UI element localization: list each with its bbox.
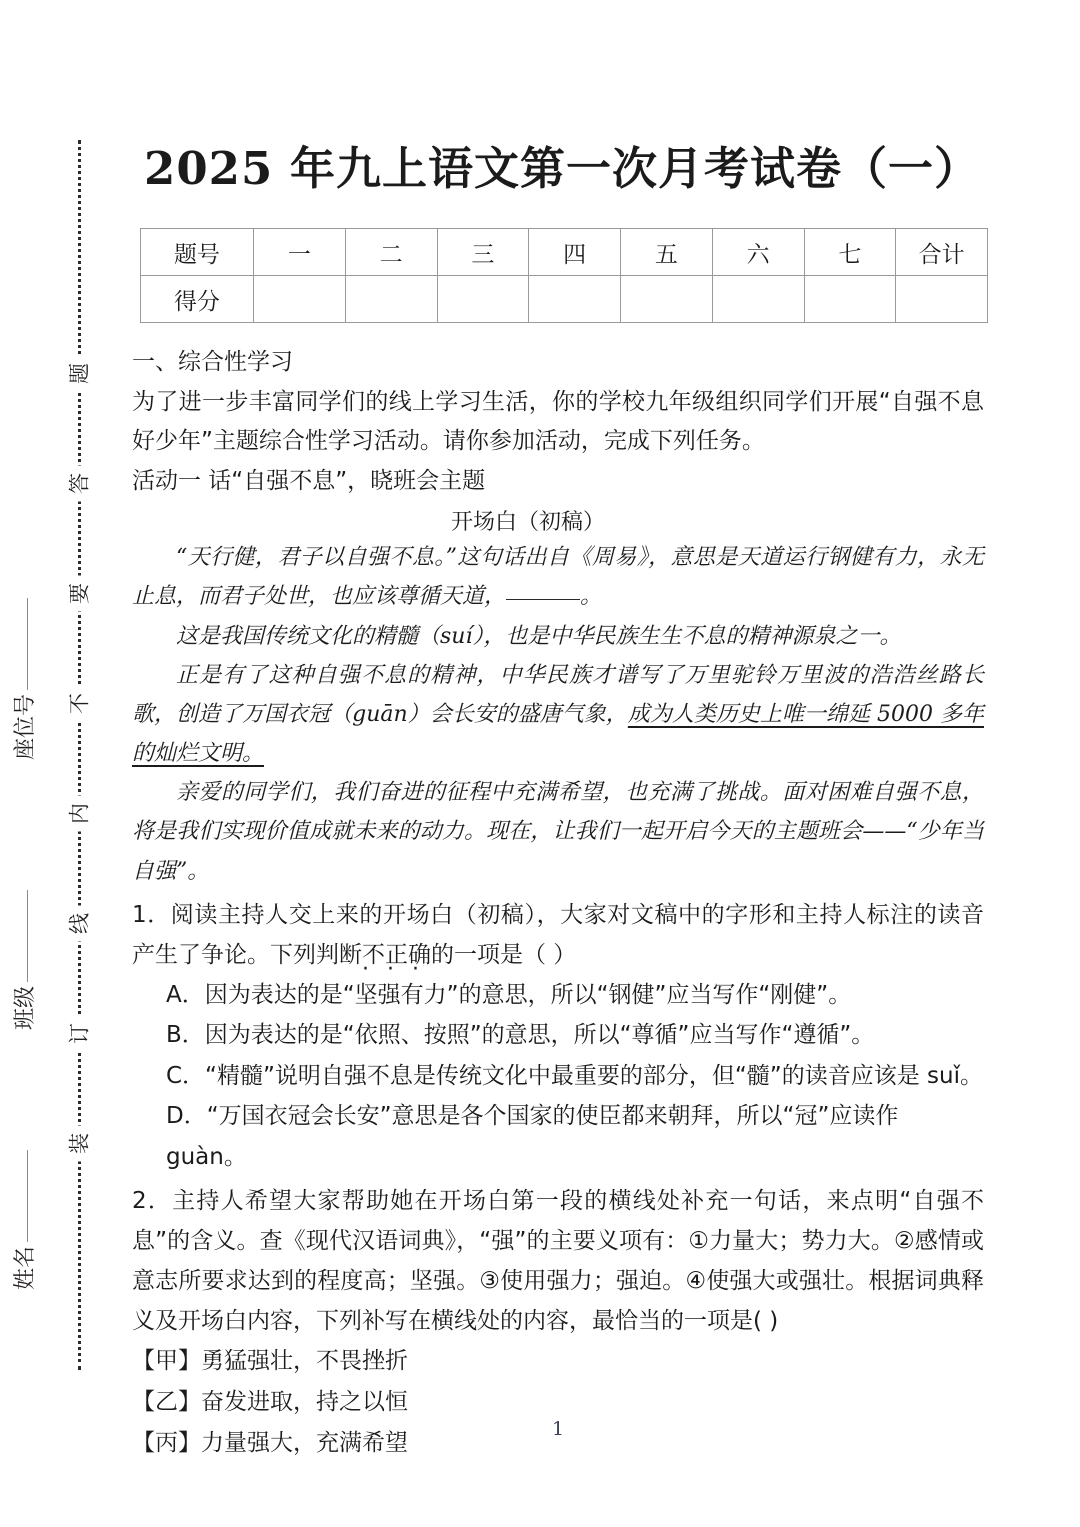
score-summary-table — [140, 228, 988, 323]
score-cell-q4: 四 — [529, 229, 621, 276]
score-input-q3[interactable] — [437, 276, 529, 323]
score-input-q2[interactable] — [345, 276, 437, 323]
score-row-label-0: 题号 — [141, 229, 254, 276]
question-2-choice-yi[interactable]: 【乙】奋发进取，持之以恒 — [132, 1389, 408, 1416]
score-input-q6[interactable] — [712, 276, 804, 323]
question-1-stem-part1: 1．阅读主持人交上来的开场白（初稿），大家对文稿中的字形和主持人标注的读音产生了争论。下列判断 — [132, 901, 984, 968]
activity-one-label: 活动一 话“自强不息”，晓班会主题 — [132, 467, 486, 494]
seal-field-class[interactable] — [8, 830, 39, 1030]
score-row-label-1: 得分 — [141, 276, 254, 323]
seal-char-3: 不 — [65, 686, 96, 722]
seal-char-6: 订 — [65, 1016, 96, 1052]
speech-paragraph-3 — [132, 656, 984, 773]
section-intro-paragraph: 为了进一步丰富同学们的线上学习生活，你的学校九年级组织同学们开展“自强不息好少年”主题综合性学习活动。请你参加活动，完成下列任务。 — [132, 388, 984, 455]
speech-paragraph-1-tail: 。 — [580, 584, 603, 610]
binding-seal-strip — [0, 0, 132, 1527]
score-input-q5[interactable] — [621, 276, 713, 323]
score-cell-q3: 三 — [437, 229, 529, 276]
score-cell-q2: 二 — [345, 229, 437, 276]
seal-field-name-rule[interactable] — [27, 1150, 28, 1242]
seal-char-7: 装 — [65, 1126, 96, 1162]
score-input-q4[interactable] — [529, 276, 621, 323]
seal-dotted-line — [78, 140, 81, 1370]
speech-paragraph-4: 亲爱的同学们，我们奋进的征程中充满希望，也充满了挑战。面对困难自强不息，将是我们实现价值成就未来的动力。现在，让我们一起开启今天的主题班会——“少年当自强”。 — [132, 780, 984, 884]
seal-char-5: 线 — [65, 906, 96, 942]
speech-draft-title: 开场白（初稿） — [450, 510, 605, 536]
seal-field-name[interactable] — [8, 1090, 39, 1290]
speech-paragraph-3-text: 正是有了这种自强不息的精神，中华民族才谱写了万里驼铃万里波的浩浩丝路长歌，创造了万国衣冠（guān）会长安的盛唐气象， — [132, 662, 984, 727]
seal-field-seat-number[interactable] — [8, 560, 39, 760]
table-row-scores — [141, 276, 988, 323]
speech-paragraph-1-text: “天行健，君子以自强不息。”这句话出自《周易》，意思是天道运行钢健有力，永无止息，而君子处世，也应该尊循天道， — [132, 545, 984, 610]
page-number: 1 — [551, 1418, 565, 1440]
exam-paper-body — [132, 0, 1080, 1527]
seal-field-seat-number-label: 座位号 — [13, 693, 38, 760]
question-1-option-c[interactable]: C．“精髓”说明自强不息是传统文化中最重要的部分，但“髓”的读音应该是 suǐ。 — [166, 1062, 983, 1089]
score-cell-q1: 一 — [254, 229, 346, 276]
seal-field-seat-number-rule[interactable] — [27, 598, 28, 690]
score-cell-q7: 七 — [804, 229, 896, 276]
question-1-emphasis: 不正确 ··· — [362, 942, 431, 968]
score-input-q7[interactable] — [804, 276, 896, 323]
seal-char-4: 内 — [65, 796, 96, 832]
question-1-option-b[interactable]: B．因为表达的是“依照、按照”的意思，所以“尊循”应当写作“遵循”。 — [166, 1022, 875, 1049]
score-cell-q5: 五 — [621, 229, 713, 276]
question-1-option-a[interactable]: A．因为表达的是“坚强有力”的意思，所以“钢健”应当写作“刚健”。 — [166, 981, 852, 1008]
section-heading: 一、综合性学习 — [132, 349, 293, 375]
fill-in-blank-rule[interactable] — [506, 599, 580, 600]
speech-paragraph-2: 这是我国传统文化的精髓（suí），也是中华民族生生不息的精神源泉之一。 — [176, 623, 902, 649]
seal-char-1: 答 — [65, 466, 96, 502]
question-2-choice-jia[interactable]: 【甲】勇猛强壮，不畏挫折 — [132, 1348, 408, 1375]
question-1-stem-part2: 的一项是（ ） — [431, 941, 577, 968]
score-cell-q6: 六 — [712, 229, 804, 276]
question-1-stem — [132, 895, 984, 975]
seal-char-2: 要 — [65, 576, 96, 612]
seal-char-0: 题 — [65, 356, 96, 392]
exam-content — [132, 345, 984, 1464]
score-input-q1[interactable] — [254, 276, 346, 323]
question-2-stem: 2．主持人希望大家帮助她在开场白第一段的横线处补充一句话，来点明“自强不息”的含义。查《现代汉语词典》，“强”的主要义项有：①力量大；势力大。②感情或意志所要求达到的程度高；坚强。③使用强力；强迫。④使强大或强壮。根据词典释义及开场白内容，下列补写在横线处的内容，最恰当的一项是( ) — [132, 1188, 984, 1335]
seal-field-name-label: 姓名 — [13, 1245, 38, 1290]
question-2-choice-bing[interactable]: 【丙】力量强大，充满希望 — [132, 1430, 408, 1456]
table-row-question-numbers — [141, 229, 988, 276]
page-title: 2025 年九上语文第一次月考试卷（一） — [144, 142, 980, 195]
seal-field-class-rule[interactable] — [27, 890, 28, 982]
score-cell-total: 合计 — [896, 229, 988, 276]
seal-field-class-label: 班级 — [13, 985, 38, 1030]
score-input-total[interactable] — [896, 276, 988, 323]
speech-paragraph-1 — [132, 538, 984, 616]
question-1-option-d[interactable]: D．“万国衣冠会长安”意思是各个国家的使臣都来朝拜，所以“冠”应读作 guàn。 — [166, 1103, 899, 1170]
speech-paragraph-3-underlined: 成为人类历史上唯一绵延 5000 多年的灿烂文明。 — [132, 701, 984, 767]
